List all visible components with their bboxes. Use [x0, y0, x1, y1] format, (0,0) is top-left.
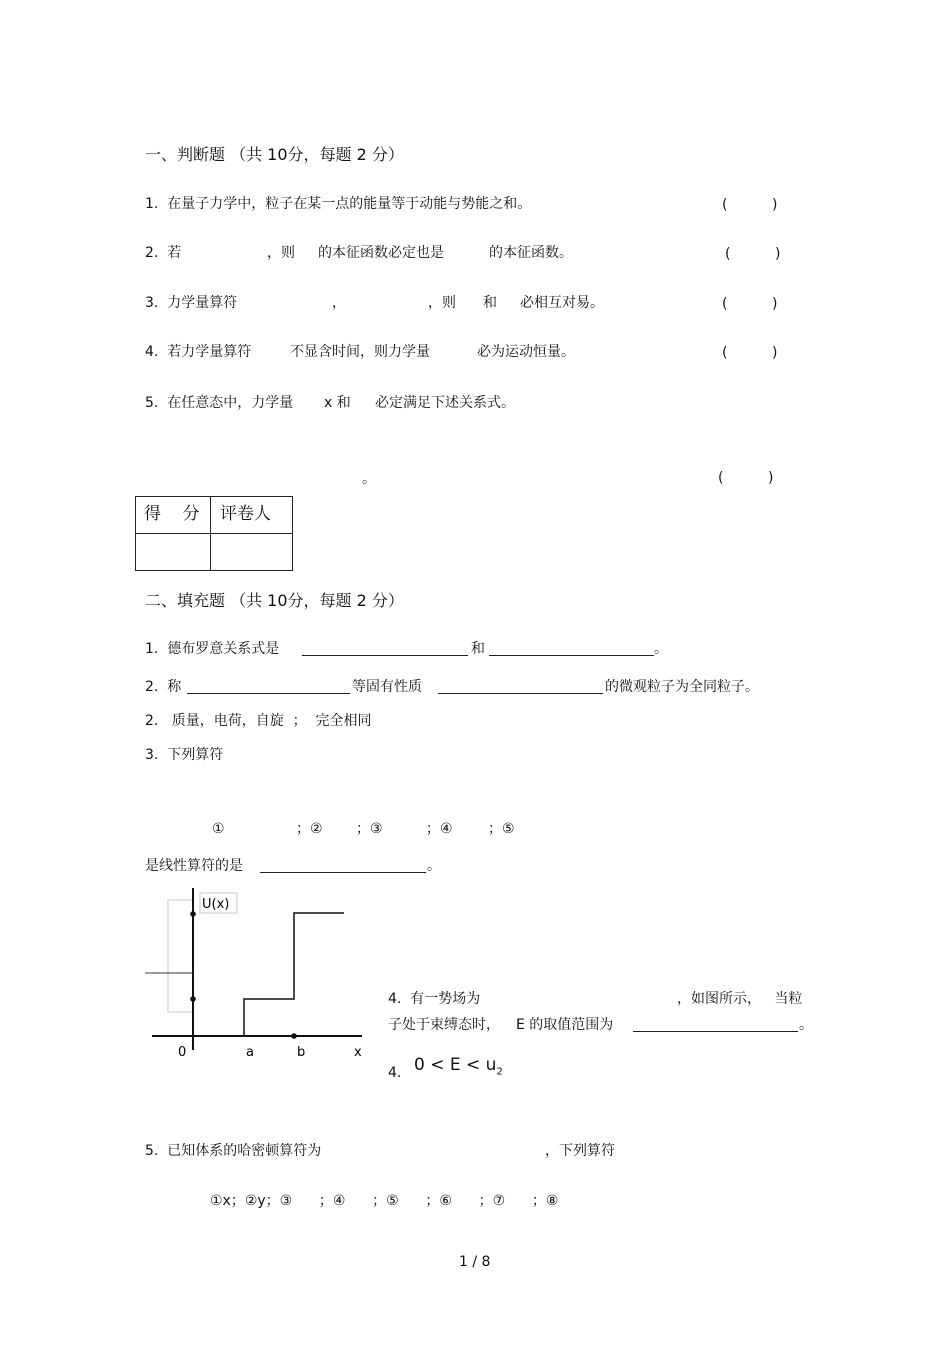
- judge-q5-end: 。: [362, 471, 376, 487]
- b-label: b: [297, 1045, 306, 1060]
- potential-step-curve: [244, 913, 344, 1036]
- fill-q2-part-a: 2. 称: [145, 679, 182, 695]
- fill-q4-line1-a: 4. 有一势场为: [388, 991, 481, 1007]
- fill-q2-part-b: 等固有性质: [352, 679, 422, 695]
- fill-q5-operators: ①x；②y；③ ；④ ；⑤ ；⑥ ；⑦ ；⑧: [210, 1193, 559, 1209]
- judge-q2-part-a: 2. 若: [145, 245, 182, 261]
- fill-q4-answer-prefix: 4.: [388, 1065, 402, 1081]
- judge-q5-part-a: 5. 在任意态中，力学量: [145, 395, 294, 411]
- fill-q4-blank: [633, 1031, 798, 1032]
- a-label: a: [246, 1045, 254, 1060]
- judge-q4-part-b: 不显含时间，则力学量: [290, 344, 430, 360]
- judge-q2-part-c: 的本征函数必定也是: [318, 245, 444, 261]
- fill-q1-blank-2: [489, 655, 654, 656]
- fill-q1-end: 。: [654, 641, 668, 657]
- u2-dot: [190, 911, 196, 917]
- fill-q1-part-a: 1. 德布罗意关系式是: [145, 641, 280, 657]
- fill-q4-line2-a: 子处于束缚态时，: [388, 1017, 500, 1033]
- grader-label: 评卷人: [220, 504, 271, 524]
- judge-q1-bracket: ( ): [722, 197, 778, 213]
- score-table: [135, 496, 293, 571]
- judge-q3-part-c: ，则: [428, 295, 456, 311]
- fill-q2-answer: 2. 质量，电荷，自旋 ； 完全相同: [145, 713, 372, 729]
- fill-q3-option-1: ①: [212, 821, 225, 837]
- judge-q2-bracket: ( ): [725, 246, 781, 262]
- fill-q1-part-b: 和: [471, 641, 485, 657]
- page-number: 1 / 8: [459, 1254, 491, 1270]
- origin-label: 0: [178, 1045, 187, 1060]
- fill-q3-text: 3. 下列算符: [145, 747, 224, 763]
- fill-q1-blank-1: [302, 655, 468, 656]
- judge-q3-part-e: 必相互对易。: [520, 295, 604, 311]
- ylabel: U(x): [202, 897, 230, 912]
- judge-q5-bracket: ( ): [718, 470, 774, 486]
- fill-q2-part-c: 的微观粒子为全同粒子。: [605, 679, 759, 695]
- judge-q4-bracket: ( ): [722, 345, 778, 361]
- fill-q3-option-4: ；④: [426, 821, 453, 837]
- x-label: x: [354, 1045, 362, 1060]
- judge-q5-part-c: 必定满足下述关系式。: [375, 395, 515, 411]
- potential-diagram: [140, 888, 380, 1068]
- fill-q4-line2-b: E 的取值范围为: [516, 1017, 614, 1033]
- judge-q3-bracket: ( ): [722, 296, 778, 312]
- judge-q2-part-b: ，则: [267, 245, 295, 261]
- judge-q3-part-d: 和: [483, 295, 497, 311]
- fill-q2-blank-2: [438, 693, 603, 694]
- fill-q3-option-3: ；③: [356, 821, 383, 837]
- fill-q3-tail: 是线性算符的是: [145, 858, 243, 874]
- judge-q5-part-b: x 和: [324, 395, 351, 411]
- fill-q2-blank-1: [187, 693, 350, 694]
- fill-q4-line1-b: ，如图所示， 当粒: [677, 991, 803, 1007]
- fill-q5-part-a: 5. 已知体系的哈密顿算符为: [145, 1143, 322, 1159]
- fill-q5-part-b: ，下列算符: [545, 1143, 615, 1159]
- fill-q4-answer: $0 < E < u_2$: [414, 1055, 503, 1078]
- section1-heading: 一、判断题 （共 10分，每题 2 分）: [145, 145, 404, 164]
- judge-q3-part-a: 3. 力学量算符: [145, 295, 238, 311]
- section2-heading: 二、填充题 （共 10分，每题 2 分）: [145, 591, 404, 610]
- figure-frame: [168, 900, 193, 1012]
- judge-q2-part-d: 的本征函数。: [489, 245, 573, 261]
- fill-q3-blank: [260, 872, 426, 873]
- b-dot: [291, 1033, 297, 1039]
- fill-q3-end: 。: [427, 858, 441, 874]
- u1-dot: [190, 996, 196, 1002]
- judge-q3-part-b: ，: [332, 295, 346, 311]
- fill-q3-option-2: ；②: [296, 821, 323, 837]
- fill-q3-option-5: ；⑤: [488, 821, 515, 837]
- judge-q1: 1. 在量子力学中，粒子在某一点的能量等于动能与势能之和。: [145, 196, 532, 212]
- judge-q4-part-a: 4. 若力学量算符: [145, 344, 252, 360]
- judge-q4-part-c: 必为运动恒量。: [477, 344, 575, 360]
- fill-q4-line2-end: 。: [799, 1017, 813, 1033]
- score-label: 得 分: [144, 504, 200, 524]
